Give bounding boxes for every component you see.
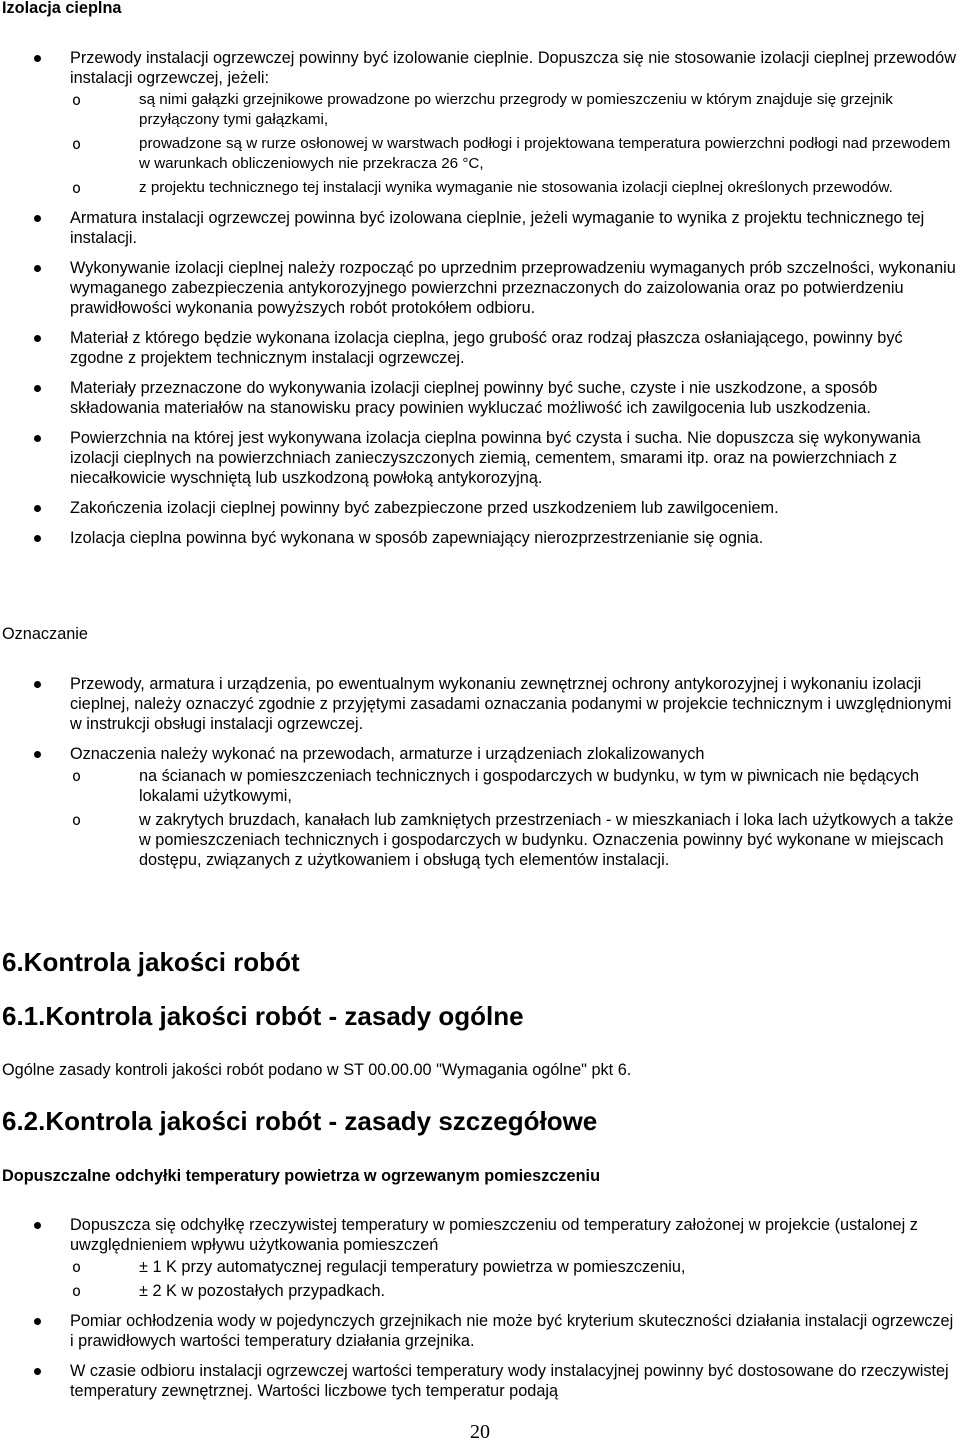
list-item (34, 1215, 959, 1301)
sub-list-item: o ± 2 K w pozostałych przypadkach. (70, 1281, 959, 1301)
chapter-heading: 6.Kontrola jakości robót (2, 947, 300, 977)
list-item: Pomiar ochłodzenia wody w pojedynczych grzejnikach nie może być kryterium skuteczności działania instalacji ogrzewczej i prawidłowych wartości temperatury działania grzejnika. (34, 1311, 959, 1351)
sub-list (70, 766, 959, 870)
sub-list-item: o z projektu technicznego tej instalacji wynika wymaganie nie stosowania izolacji cieplnej określonych przewodów. (70, 178, 959, 198)
section-heading-detailed: 6.2.Kontrola jakości robót - zasady szczegółowe (2, 1106, 598, 1136)
list-item-text: Dopuszcza się odchyłkę rzeczywistej temperatury w pomieszczeniu od temperatury założonej w projekcie (ustalonej z uwzględnieniem wpływu użytkowania pomieszczeń (70, 1216, 918, 1254)
list-item: Przewody, armatura i urządzenia, po ewentualnym wykonaniu zewnętrznej ochrony antykorozyjnej i wykonaniu izolacji cieplnej, należy oznaczyć zgodnie z przyjętymi zasadami oznaczania podanymi w projekcie technicznym i uwzględnionymi w instrukcji obsługi instalacji ogrzewczej. (34, 674, 959, 734)
temperature-list (34, 1215, 959, 1401)
list-item (34, 48, 959, 198)
list-item: Wykonywanie izolacji cieplnej należy rozpocząć po uprzednim przeprowadzeniu wymaganych prób szczelności, wykonaniu wymaganego zabezpieczenia antykorozyjnego powierzchni przeznaczonych do zaizolowania oraz po potwierdzeniu prawidłowości wykonania powyższych robót protokółem odbioru. (34, 258, 959, 318)
list-item: Armatura instalacji ogrzewczej powinna być izolowana cieplnie, jeżeli wymaganie to wynika z projektu technicznego tej instalacji. (34, 208, 959, 248)
section-heading-general: 6.1.Kontrola jakości robót - zasady ogólne (2, 1001, 524, 1031)
page-number: 20 (470, 1421, 490, 1443)
sub-list (70, 1257, 959, 1301)
sub-list-item: o ± 1 K przy automatycznej regulacji temperatury powietrza w pomieszczeniu, (70, 1257, 959, 1277)
section-heading-insulation: Izolacja cieplna (2, 0, 122, 17)
subsection-heading: Dopuszczalne odchyłki temperatury powietrza w ogrzewanym pomieszczeniu (2, 1167, 601, 1185)
marking-list (34, 674, 959, 872)
list-item: Powierzchnia na której jest wykonywana izolacja cieplna powinna być czysta i sucha. Nie dopuszcza się wykonywania izolacji cieplnych na powierzchniach zanieczyszczonych ziemią, cementem, smarami itp. oraz na powierzchniach z niecałkowicie wyschniętą lub uszkodzoną powłoką antykorozyjną. (34, 428, 959, 488)
list-item: Izolacja cieplna powinna być wykonana w sposób zapewniający nierozprzestrzenianie się ognia. (34, 528, 959, 548)
sub-list (70, 90, 959, 198)
insulation-list (34, 48, 959, 548)
sub-list-item: o w zakrytych bruzdach, kanałach lub zamkniętych przestrzeniach - w mieszkaniach i loka lach użytkowych a także w pomieszczeniach technicznych i gospodarczych w budynku. Oznaczenia powinny być wykonane w miejscach dostępu, związanych z użytkowaniem i obsługą tych elementów instalacji. (70, 810, 959, 870)
section-heading-marking: Oznaczanie (2, 625, 88, 643)
sub-list-item: o są nimi gałązki grzejnikowe prowadzone po wierzchu przegrody w pomieszczeniu w którym znajduje się grzejnik przyłączony tymi gałązkami, (70, 90, 959, 130)
list-item: Materiały przeznaczone do wykonywania izolacji cieplnej powinny być suche, czyste i nie uszkodzone, a sposób składowania materiałów na stanowisku pracy powinien wykluczać możliwość ich zawilgocenia lub uszkodzenia. (34, 378, 959, 418)
sub-list-item: o na ścianach w pomieszczeniach technicznych i gospodarczych w budynku, w tym w piwnicach nie będących lokalami użytkowymi, (70, 766, 959, 806)
list-item: Zakończenia izolacji cieplnej powinny być zabezpieczone przed uszkodzeniem lub zawilgoceniem. (34, 498, 959, 518)
list-item (34, 744, 959, 870)
paragraph: Ogólne zasady kontroli jakości robót podano w ST 00.00.00 "Wymagania ogólne" pkt 6. (2, 1061, 632, 1079)
list-item: Materiał z którego będzie wykonana izolacja cieplna, jego grubość oraz rodzaj płaszcza osłaniającego, powinny być zgodne z projektem technicznym instalacji ogrzewczej. (34, 328, 959, 368)
list-item-text: Przewody instalacji ogrzewczej powinny być izolowanie cieplnie. Dopuszcza się nie stosowanie izolacji cieplnej przewodów instalacji ogrzewczej, jeżeli: (70, 49, 956, 87)
sub-list-item: o prowadzone są w rurze osłonowej w warstwach podłogi i projektowana temperatura powierzchni podłogi nad przewodem w warunkach obliczeniowych nie przekracza 26 °C, (70, 134, 959, 174)
list-item: W czasie odbioru instalacji ogrzewczej wartości temperatury wody instalacyjnej powinny być dostosowane do rzeczywistej temperatury zewnętrznej. Wartości liczbowe tych temperatur podają (34, 1361, 959, 1401)
list-item-text: Oznaczenia należy wykonać na przewodach, armaturze i urządzeniach zlokalizowanych (70, 745, 705, 763)
